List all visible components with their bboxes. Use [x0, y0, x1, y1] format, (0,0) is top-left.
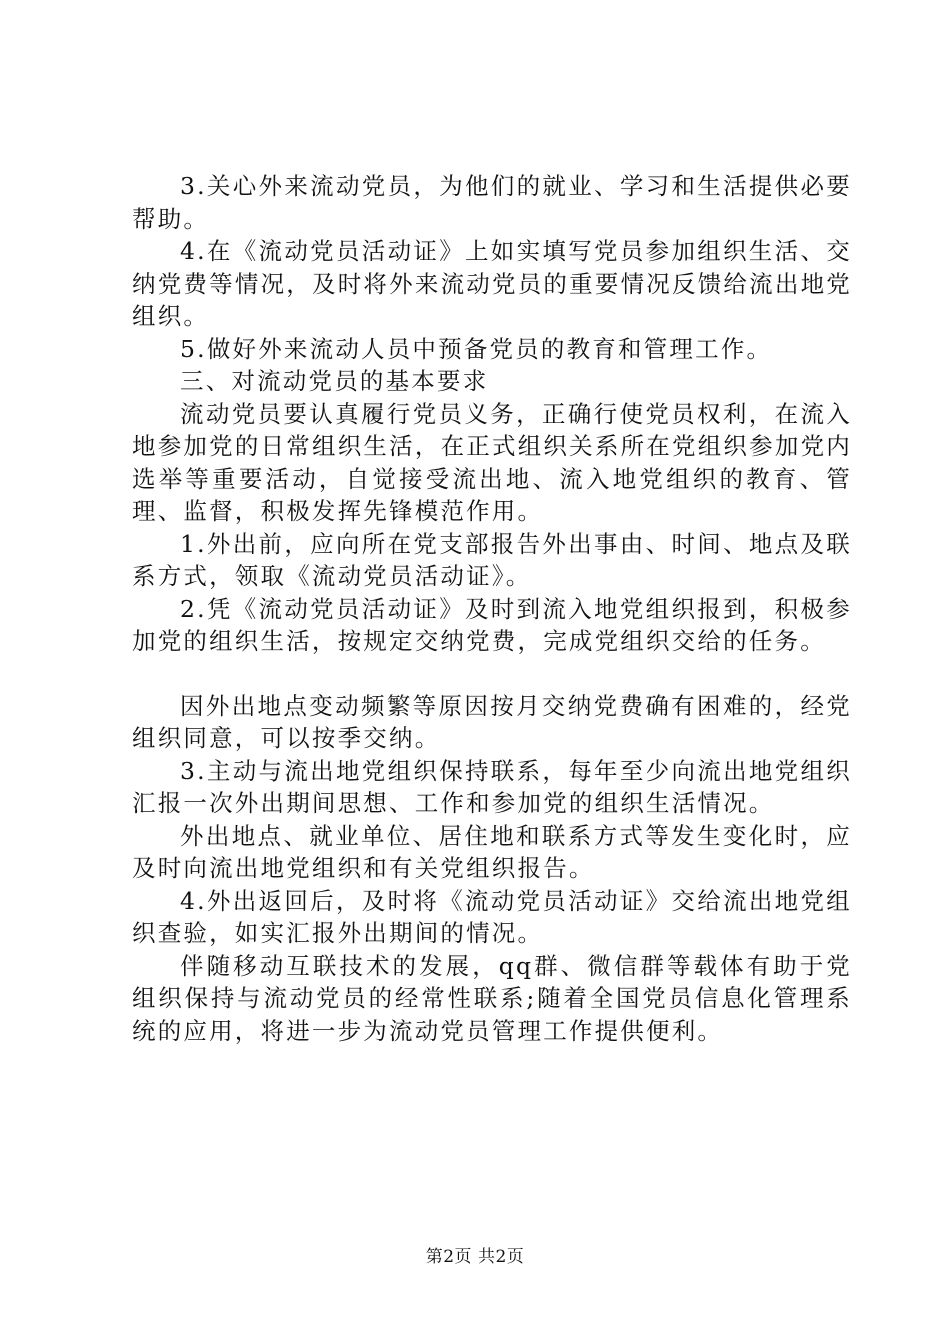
paragraph-requirement-4: 4.外出返回后，及时将《流动党员活动证》交给流出地党组织查验，如实汇报外出期间的情况。 [132, 886, 852, 947]
paragraph-fee-note: 因外出地点变动频繁等原因按月交纳党费确有困难的，经党组织同意，可以按季交纳。 [132, 691, 852, 752]
paragraph-item-4: 4.在《流动党员活动证》上如实填写党员参加组织生活、交纳党费等情况，及时将外来流动党员的重要情况反馈给流出地党组织。 [132, 237, 852, 330]
document-body [132, 170, 852, 1047]
paragraph-requirement-3: 3.主动与流出地党组织保持联系，每年至少向流出地党组织汇报一次外出期间思想、工作和参加党的组织生活情况。 [132, 756, 852, 817]
section-heading: 三、对流动党员的基本要求 [180, 367, 489, 395]
paragraph-change-note: 外出地点、就业单位、居住地和联系方式等发生变化时，应及时向流出地党组织和有关党组织报告。 [132, 821, 852, 882]
paragraph-conclusion: 伴随移动互联技术的发展，qq群、微信群等载体有助于党组织保持与流动党员的经常性联系;随着全国党员信息化管理系统的应用，将进一步为流动党员管理工作提供便利。 [132, 951, 852, 1045]
paragraph-requirements-intro: 流动党员要认真履行党员义务，正确行使党员权利，在流入地参加党的日常组织生活，在正式组织关系所在党组织参加党内选举等重要活动，自觉接受流出地、流入地党组织的教育、管理、监督，积极发挥先锋模范作用。 [132, 399, 852, 525]
paragraph-requirement-2: 2.凭《流动党员活动证》及时到流入地党组织报到，积极参加党的组织生活，按规定交纳党费，完成党组织交给的任务。 [132, 594, 852, 655]
paragraph-requirement-1: 1.外出前，应向所在党支部报告外出事由、时间、地点及联系方式，领取《流动党员活动证》。 [132, 529, 852, 590]
page-number-footer: 第2页 共2页 [425, 1247, 525, 1267]
paragraph-item-5: 5.做好外来流动人员中预备党员的教育和管理工作。 [180, 334, 773, 363]
paragraph-item-3: 3.关心外来流动党员，为他们的就业、学习和生活提供必要帮助。 [132, 172, 852, 233]
